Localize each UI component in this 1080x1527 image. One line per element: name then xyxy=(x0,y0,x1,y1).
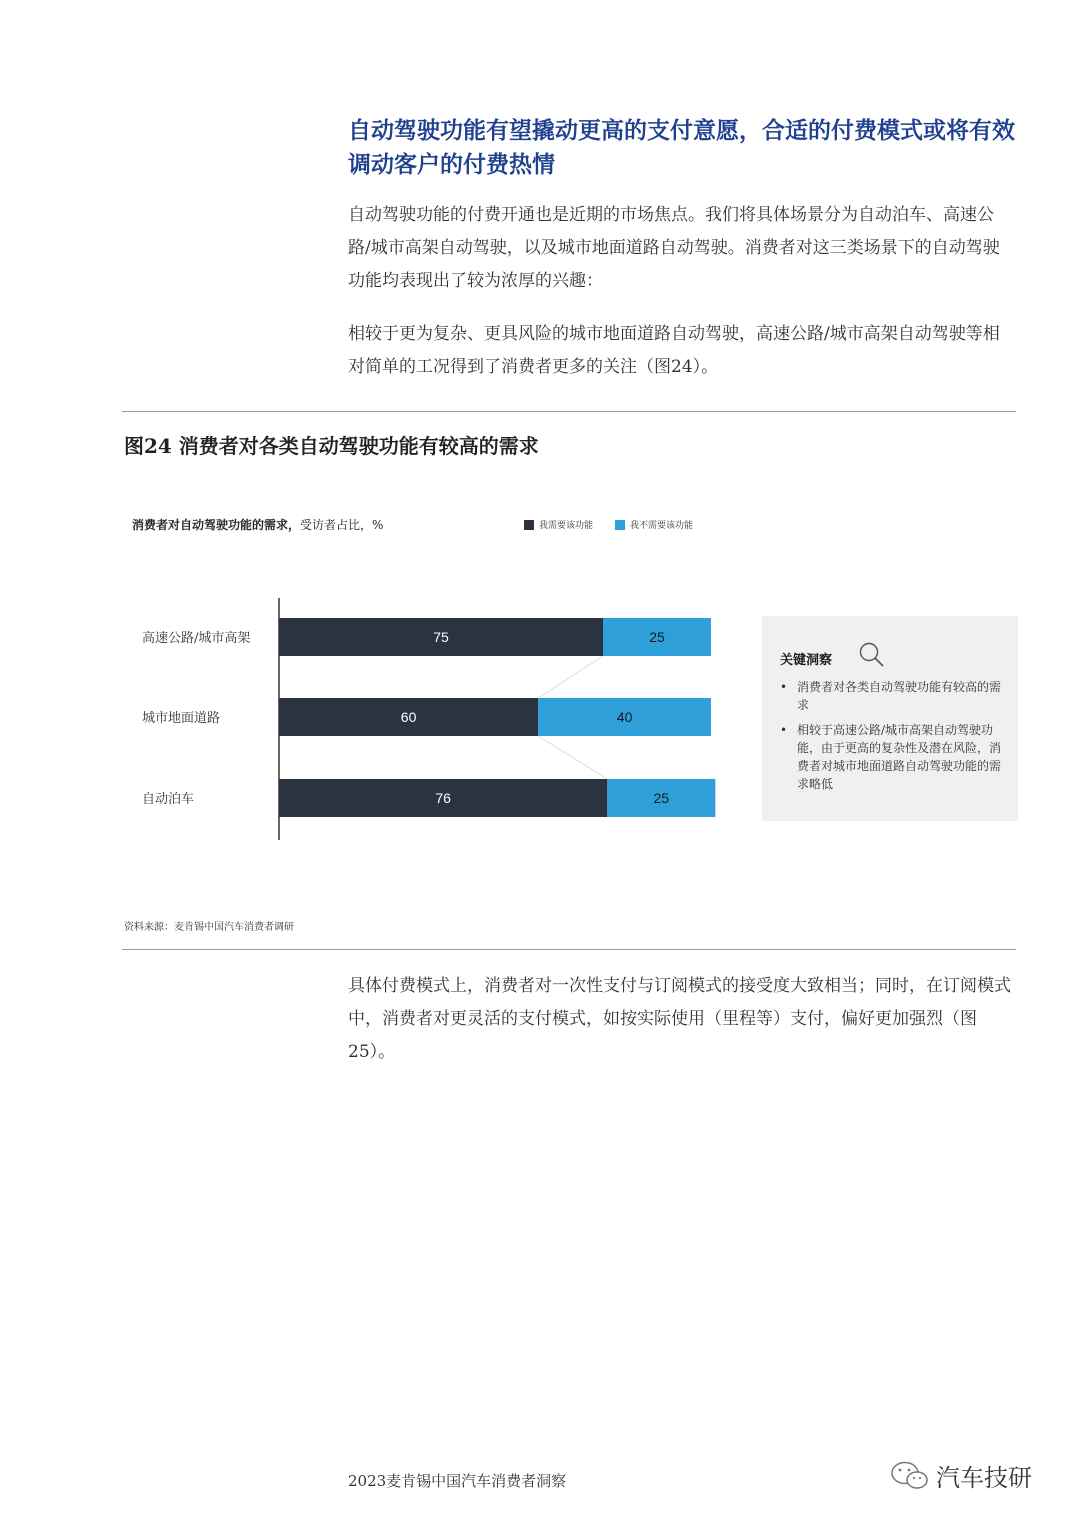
data-label: 75 xyxy=(433,629,449,645)
wechat-icon xyxy=(890,1459,930,1493)
chart-subtitle-rest: 受访者占比，% xyxy=(300,518,384,532)
paragraph-intro: 自动驾驶功能的付费开通也是近期的市场焦点。我们将具体场景分为自动泊车、高速公路/城市高架自动驾驶，以及城市地面道路自动驾驶。消费者对这三类场景下的自动驾驶功能均表现出了较为浓厚的兴趣： xyxy=(348,205,1000,291)
figure-title: 图24 消费者对各类自动驾驶功能有较高的需求 xyxy=(124,434,539,458)
legend-label-need: 我需要该功能 xyxy=(539,521,594,531)
legend-label-no-need: 我不需要该功能 xyxy=(630,521,694,531)
watermark-text: 汽车技研 xyxy=(936,1464,1032,1492)
data-label: 25 xyxy=(653,790,670,806)
category-label: 自动泊车 xyxy=(142,792,195,807)
paragraph-comparison: 相较于更为复杂、更具风险的城市地面道路自动驾驶，高速公路/城市高架自动驾驶等相对简单的工况得到了消费者更多的关注（图24）。 xyxy=(348,324,1000,377)
insight-bullet: • 相较于高速公路/城市高架自动驾驶功能，由于更高的复杂性及潜在风险，消费者对城市地面道路自动驾驶功能的需求略低 xyxy=(780,721,1002,793)
page-footer: 2023麦肯锡中国汽车消费者洞察 xyxy=(348,1472,567,1490)
paragraph-payment-model: 具体付费模式上，消费者对一次性支付与订阅模式的接受度大致相当；同时，在订阅模式中，消费者对更灵活的支付模式，如按实际使用（里程等）支付，偏好更加强烈（图25）。 xyxy=(348,976,1011,1062)
data-label: 25 xyxy=(649,629,665,645)
connector-line xyxy=(538,736,607,779)
data-label: 76 xyxy=(435,790,451,806)
section-heading: 自动驾驶功能有望撬动更高的支付意愿，合适的付费模式或将有效调动客户的付费热情 xyxy=(348,117,1015,178)
data-label: 60 xyxy=(400,709,417,725)
insight-title: 关键洞察 xyxy=(780,653,833,668)
chart-subtitle-bold: 消费者对自动驾驶功能的需求， xyxy=(132,518,301,532)
key-insight-box xyxy=(762,616,1018,821)
data-label: 40 xyxy=(616,709,633,725)
insight-list xyxy=(780,678,1002,800)
magnifier-icon xyxy=(858,641,886,669)
category-label: 城市地面道路 xyxy=(142,711,221,726)
source-note: 资料来源：麦肯锡中国汽车消费者调研 xyxy=(124,922,294,933)
watermark xyxy=(890,1458,1032,1493)
category-label: 高速公路/城市高架 xyxy=(142,631,251,646)
figure-bottom-rule xyxy=(122,949,1016,950)
connector-line xyxy=(538,656,603,698)
insight-bullet: • 消费者对各类自动驾驶功能有较高的需求 xyxy=(780,678,1002,714)
